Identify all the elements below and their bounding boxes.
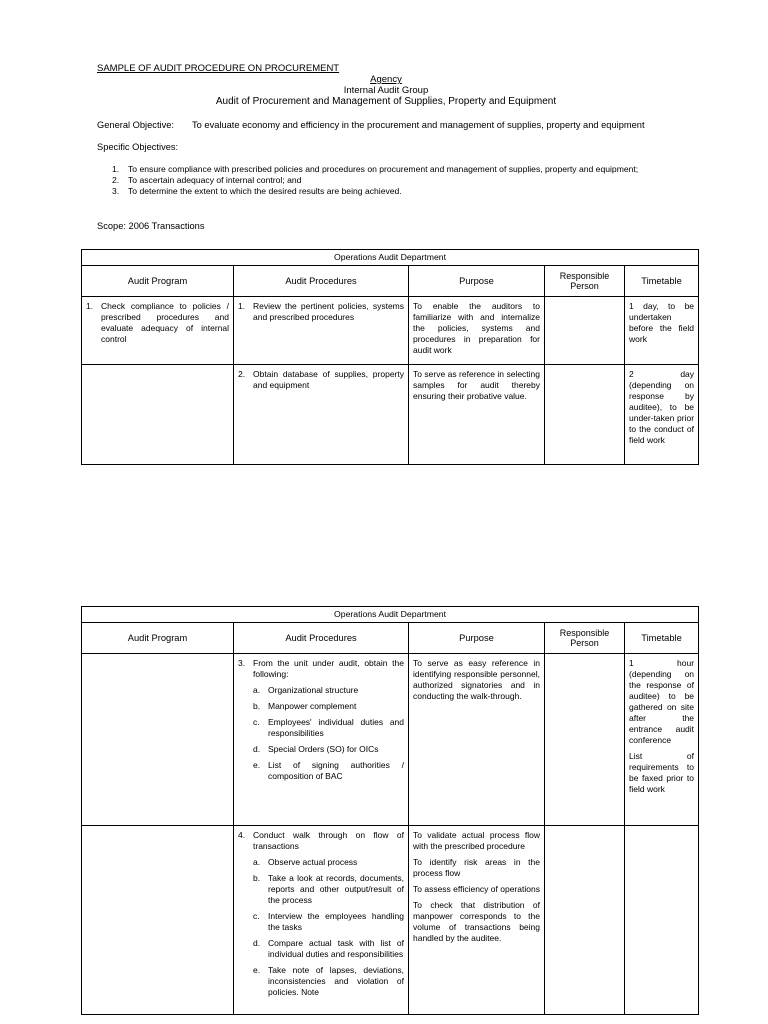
department-header: Operations Audit Department <box>82 250 699 266</box>
specific-objectives-list <box>112 164 682 197</box>
group-label: Internal Audit Group <box>343 85 429 96</box>
col-purpose: Purpose <box>409 623 545 654</box>
document-header <box>97 63 697 107</box>
col-timetable: Timetable <box>625 623 699 654</box>
timetable-cell: 1 hour (depending on the response of auditee) to be gathered on site after the entrance audit conference List of requirements to be faxed prior to field work <box>625 654 699 826</box>
audit-procedure-cell: 3. From the unit under audit, obtain the following: a. Organizational structure b. Manpower complement c. Employees' individual duties and responsibilities d. Special Orders (SO) for OICs e. List of signing authorities / composition of BAC <box>234 654 409 826</box>
audit-program-cell <box>82 654 234 826</box>
audit-table-2 <box>81 606 699 1015</box>
list-item: c. Employees' individual duties and responsibilities <box>253 717 404 738</box>
table-row <box>82 365 699 465</box>
col-purpose: Purpose <box>409 266 545 297</box>
table-row <box>82 297 699 365</box>
audit-program-cell <box>82 826 234 1015</box>
list-item: a. Organizational structure <box>253 685 359 695</box>
department-header: Operations Audit Department <box>82 607 699 623</box>
purpose-cell: To serve as easy reference in identifying responsible personnel, authorized signatories and in conducting the walk-through. <box>409 654 545 826</box>
col-audit-procedures: Audit Procedures <box>234 266 409 297</box>
audit-procedure-cell: 4. Conduct walk through on flow of transactions a. Observe actual process b. Take a look at records, documents, reports and other output/result of the process c. Interview the employees handling the tasks d. Compare actual task with list of individual duties and responsibilities e. Take note of lapses, deviations, inconsistencies and violation of policies. Note <box>234 826 409 1015</box>
list-item: d. Special Orders (SO) for OICs <box>253 744 379 754</box>
col-audit-program: Audit Program <box>82 266 234 297</box>
col-audit-program: Audit Program <box>82 623 234 654</box>
timetable-cell: 1 day, to be undertaken before the field work <box>625 297 699 365</box>
col-responsible-person: Responsible Person <box>545 266 625 297</box>
audit-program-cell: 1. Check compliance to policies / prescribed procedures and evaluate adequacy of internal control <box>82 297 234 365</box>
list-item: e. List of signing authorities / composition of BAC <box>253 760 404 781</box>
list-item: b. Take a look at records, documents, reports and other output/result of the process <box>253 873 404 905</box>
general-objective <box>97 120 645 130</box>
general-objective-text: To evaluate economy and efficiency in the procurement and management of supplies, property and equipment <box>192 120 645 130</box>
audit-program-cell <box>82 365 234 465</box>
col-responsible-person: Responsible Person <box>545 623 625 654</box>
audit-name: Audit of Procurement and Management of Supplies, Property and Equipment <box>215 96 557 107</box>
col-timetable: Timetable <box>625 266 699 297</box>
document-title: SAMPLE OF AUDIT PROCEDURE ON PROCUREMENT <box>97 63 340 74</box>
list-item: 1. To ensure compliance with prescribed policies and procedures on procurement and management of supplies, property and equipment; <box>112 164 639 174</box>
list-item: c. Interview the employees handling the tasks <box>253 911 404 932</box>
list-item: 2. To ascertain adequacy of internal control; and <box>112 175 302 185</box>
table-row <box>82 826 699 1015</box>
list-item: b. Manpower complement <box>253 701 357 711</box>
timetable-cell <box>625 826 699 1015</box>
specific-objectives-label: Specific Objectives: <box>97 142 179 152</box>
general-objective-label: General Objective: <box>97 120 174 130</box>
purpose-cell: To serve as reference in selecting samples for audit thereby ensuring their probative value. <box>409 365 545 465</box>
responsible-person-cell <box>545 297 625 365</box>
header-center-block <box>97 74 675 107</box>
purpose-cell: To validate actual process flow with the prescribed procedure To identify risk areas in the process flow To assess efficiency of operations To check that distribution of manpower corresponds to the volume of transactions being handled by the auditee. <box>409 826 545 1015</box>
list-item: e. Take note of lapses, deviations, inconsistencies and violation of policies. Note <box>253 965 404 997</box>
audit-table-1 <box>81 249 699 465</box>
list-item: a. Observe actual process <box>253 857 358 867</box>
col-audit-procedures: Audit Procedures <box>234 623 409 654</box>
audit-procedure-cell: 2. Obtain database of supplies, property and equipment <box>234 365 409 465</box>
responsible-person-cell <box>545 365 625 465</box>
responsible-person-cell <box>545 654 625 826</box>
list-item: d. Compare actual task with list of individual duties and responsibilities <box>253 938 404 959</box>
timetable-cell: 2 day (depending on response by auditee), to be under-taken prior to the conduct of field work <box>625 365 699 465</box>
procedure-subitems <box>253 857 404 998</box>
audit-procedure-cell: 1. Review the pertinent policies, systems and prescribed procedures <box>234 297 409 365</box>
list-item: 3. To determine the extent to which the desired results are being achieved. <box>112 186 402 196</box>
procedure-subitems <box>253 685 404 782</box>
table-row <box>82 654 699 826</box>
responsible-person-cell <box>545 826 625 1015</box>
purpose-cell: To enable the auditors to familiarize with and internalize the policies, systems and procedures in preparation for audit work <box>409 297 545 365</box>
agency-label: Agency <box>370 74 402 85</box>
scope: Scope: 2006 Transactions <box>97 221 205 231</box>
